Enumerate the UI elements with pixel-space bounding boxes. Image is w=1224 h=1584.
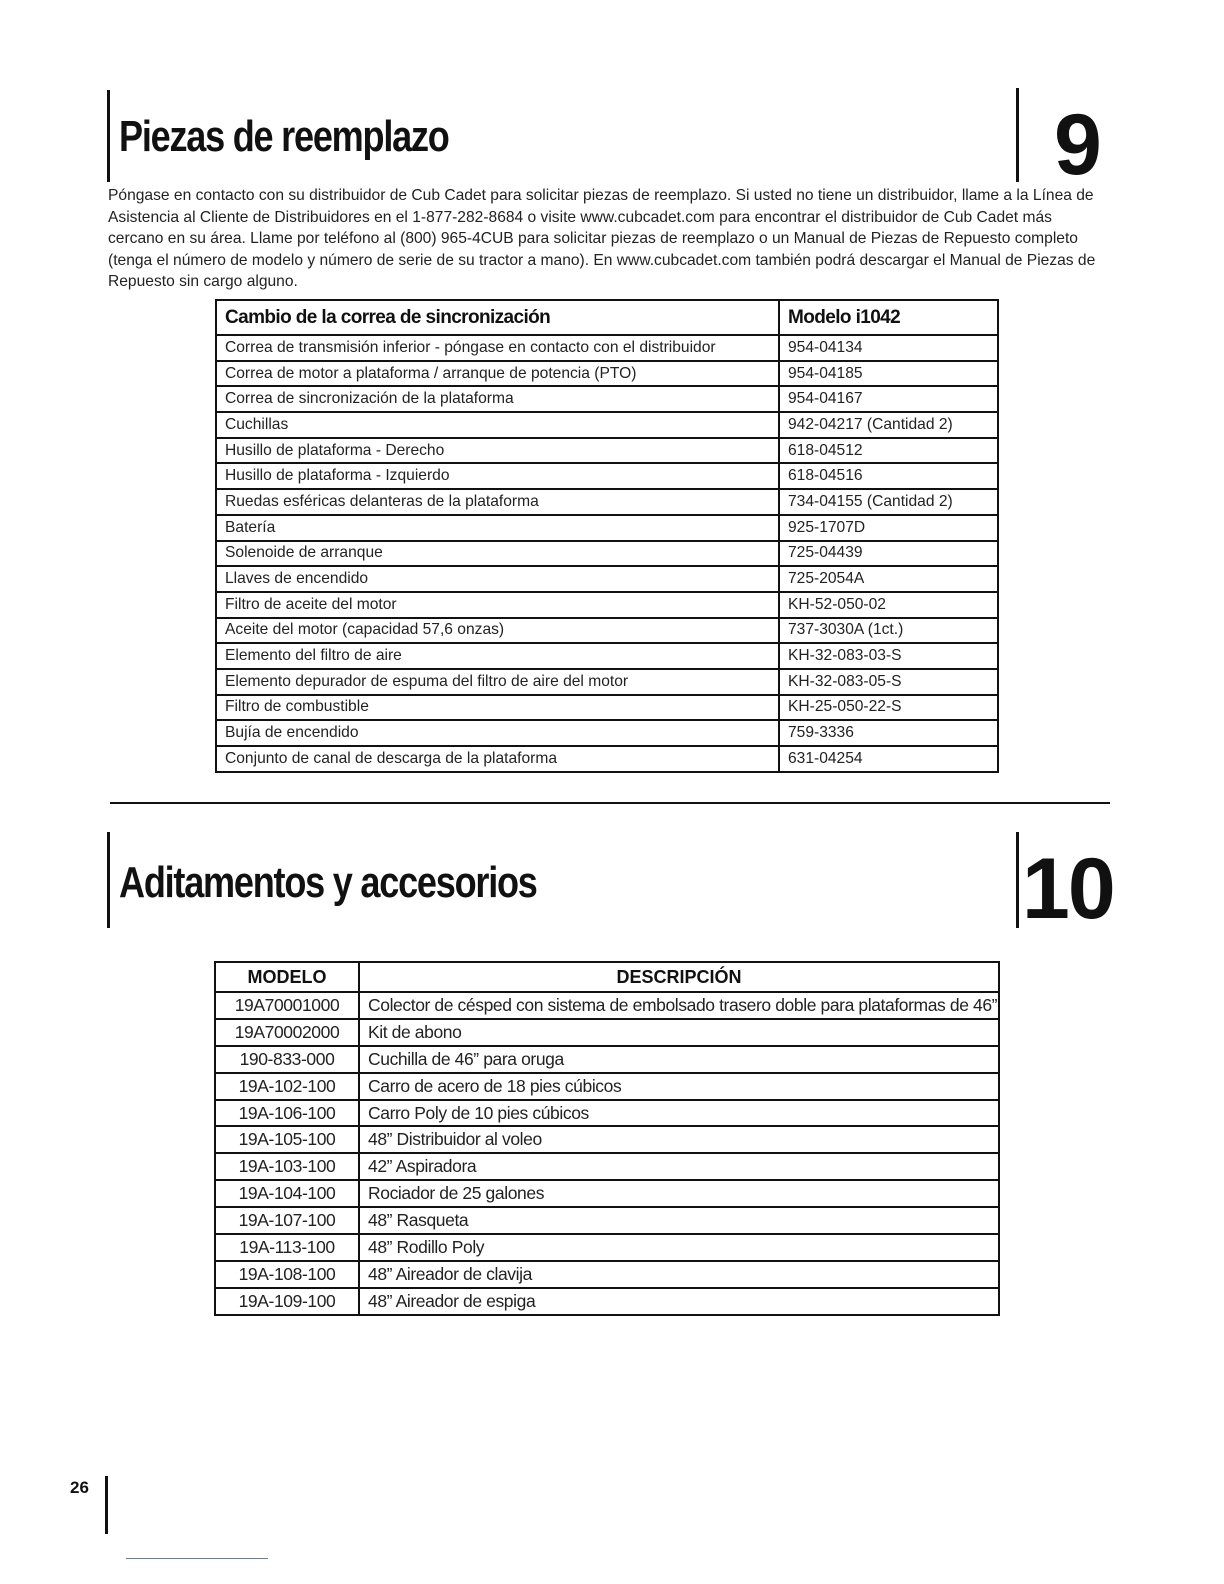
table-row (216, 669, 998, 695)
part-description-cell: Filtro de combustible (216, 695, 779, 721)
table-row (215, 1288, 999, 1315)
table-row (215, 1100, 999, 1127)
accessory-description-cell: Cuchilla de 46” para oruga (359, 1046, 999, 1073)
part-number-cell: 618-04512 (779, 438, 998, 464)
section-9-number-bar (1016, 88, 1019, 182)
part-description-cell: Solenoide de arranque (216, 541, 779, 567)
part-number-cell: 954-04134 (779, 335, 998, 361)
section-10-number-bar (1016, 832, 1019, 928)
page-number: 26 (70, 1478, 89, 1497)
accessory-model-cell: 19A-113-100 (215, 1234, 359, 1261)
table-row (216, 746, 998, 772)
table-header-row (215, 962, 999, 992)
table-row (216, 463, 998, 489)
part-description-cell: Correa de motor a plataforma / arranque de potencia (PTO) (216, 361, 779, 387)
accessory-description-cell: 48” Aireador de clavija (359, 1261, 999, 1288)
part-description-cell: Conjunto de canal de descarga de la plataforma (216, 746, 779, 772)
table-row (216, 361, 998, 387)
part-number-cell: 618-04516 (779, 463, 998, 489)
table-row (216, 566, 998, 592)
accessory-model-cell: 19A-108-100 (215, 1261, 359, 1288)
accessory-description-cell: 48” Rodillo Poly (359, 1234, 999, 1261)
column-header-model: MODELO (215, 962, 359, 992)
part-description-cell: Aceite del motor (capacidad 57,6 onzas) (216, 618, 779, 644)
section-10-left-bar (107, 832, 110, 928)
part-description-cell: Ruedas esféricas delanteras de la plataforma (216, 489, 779, 515)
part-description-cell: Batería (216, 515, 779, 541)
part-number-cell: 725-2054A (779, 566, 998, 592)
part-number-cell: 725-04439 (779, 541, 998, 567)
accessory-description-cell: 48” Distribuidor al voleo (359, 1126, 999, 1153)
section-9-number: 9 (1054, 97, 1100, 193)
accessory-description-cell: Carro Poly de 10 pies cúbicos (359, 1100, 999, 1127)
table-row (215, 1019, 999, 1046)
table-header-row (216, 300, 998, 335)
table-row (215, 1046, 999, 1073)
part-description-cell: Cuchillas (216, 412, 779, 438)
part-description-cell: Elemento del filtro de aire (216, 643, 779, 669)
page-number-bar (105, 1476, 108, 1534)
accessory-model-cell: 19A-102-100 (215, 1073, 359, 1100)
table-row (216, 541, 998, 567)
accessory-description-cell: Kit de abono (359, 1019, 999, 1046)
accessory-model-cell: 19A-103-100 (215, 1153, 359, 1180)
accessory-model-cell: 19A-104-100 (215, 1180, 359, 1207)
table-row (216, 643, 998, 669)
accessory-model-cell: 19A-107-100 (215, 1207, 359, 1234)
part-number-cell: 954-04167 (779, 386, 998, 412)
table-row (216, 720, 998, 746)
table-row (215, 1153, 999, 1180)
table-row (216, 489, 998, 515)
part-number-cell: 954-04185 (779, 361, 998, 387)
table-row (216, 515, 998, 541)
accessory-model-cell: 19A70001000 (215, 992, 359, 1019)
accessory-model-cell: 19A-109-100 (215, 1288, 359, 1315)
accessory-description-cell: 48” Aireador de espiga (359, 1288, 999, 1315)
part-number-cell: KH-32-083-05-S (779, 669, 998, 695)
accessory-description-cell: 42” Aspiradora (359, 1153, 999, 1180)
accessories-table (214, 961, 1000, 1316)
table-row (216, 695, 998, 721)
part-description-cell: Llaves de encendido (216, 566, 779, 592)
section-10-number: 10 (1022, 841, 1114, 937)
accessory-model-cell: 19A70002000 (215, 1019, 359, 1046)
table-row (216, 335, 998, 361)
accessory-model-cell: 19A-105-100 (215, 1126, 359, 1153)
part-number-cell: KH-25-050-22-S (779, 695, 998, 721)
footer-link-underline (126, 1558, 268, 1559)
table-row (215, 1126, 999, 1153)
table-row (215, 1207, 999, 1234)
part-number-cell: 942-04217 (Cantidad 2) (779, 412, 998, 438)
accessory-model-cell: 190-833-000 (215, 1046, 359, 1073)
column-header-description: DESCRIPCIÓN (359, 962, 999, 992)
part-description-cell: Husillo de plataforma - Derecho (216, 438, 779, 464)
section-9-title: Piezas de reemplazo (119, 112, 449, 161)
section-9-intro: Póngase en contacto con su distribuidor de Cub Cadet para solicitar piezas de reemplazo. Si usted no tiene un distribuidor, llame a la Línea de Asistencia al Cliente de Distribuidores en el 1-877-282-8684 o visite www.cubcadet.com para encontrar el distribuidor de Cub Cadet más cercano en su área. Llame por teléfono al (800) 965-4CUB para solicitar piezas de reemplazo o un Manual de Piezas de Repuesto completo (tenga el número de modelo y número de serie de su tractor a mano). En www.cubcadet.com también podrá descargar el Manual de Piezas de Repuesto sin cargo alguno. (108, 187, 1096, 291)
section-10-title: Aditamentos y accesorios (119, 858, 537, 907)
part-number-cell: 925-1707D (779, 515, 998, 541)
table-row (215, 1261, 999, 1288)
part-number-cell: 759-3336 (779, 720, 998, 746)
table-row (215, 992, 999, 1019)
replacement-parts-table (215, 299, 999, 773)
accessory-description-cell: Carro de acero de 18 pies cúbicos (359, 1073, 999, 1100)
accessory-description-cell: Rociador de 25 galones (359, 1180, 999, 1207)
table-row (216, 386, 998, 412)
table-row (216, 592, 998, 618)
table-row (215, 1073, 999, 1100)
table-row (216, 618, 998, 644)
part-number-cell: 631-04254 (779, 746, 998, 772)
part-number-cell: KH-32-083-03-S (779, 643, 998, 669)
part-description-cell: Correa de transmisión inferior - póngase en contacto con el distribuidor (216, 335, 779, 361)
part-description-cell: Correa de sincronización de la plataforma (216, 386, 779, 412)
section-9-left-bar (107, 90, 110, 182)
part-description-cell: Husillo de plataforma - Izquierdo (216, 463, 779, 489)
part-description-cell: Elemento depurador de espuma del filtro de aire del motor (216, 669, 779, 695)
table-row (216, 438, 998, 464)
part-number-cell: 737-3030A (1ct.) (779, 618, 998, 644)
table-row (215, 1180, 999, 1207)
table-row (215, 1234, 999, 1261)
part-description-cell: Bujía de encendido (216, 720, 779, 746)
column-header-model: Modelo i1042 (779, 300, 998, 335)
part-number-cell: 734-04155 (Cantidad 2) (779, 489, 998, 515)
section-divider (110, 802, 1110, 804)
accessory-description-cell: Colector de césped con sistema de embolsado trasero doble para plataformas de 46” (359, 992, 999, 1019)
accessory-model-cell: 19A-106-100 (215, 1100, 359, 1127)
accessory-description-cell: 48” Rasqueta (359, 1207, 999, 1234)
part-description-cell: Filtro de aceite del motor (216, 592, 779, 618)
table-row (216, 412, 998, 438)
column-header-part: Cambio de la correa de sincronización (216, 300, 779, 335)
part-number-cell: KH-52-050-02 (779, 592, 998, 618)
